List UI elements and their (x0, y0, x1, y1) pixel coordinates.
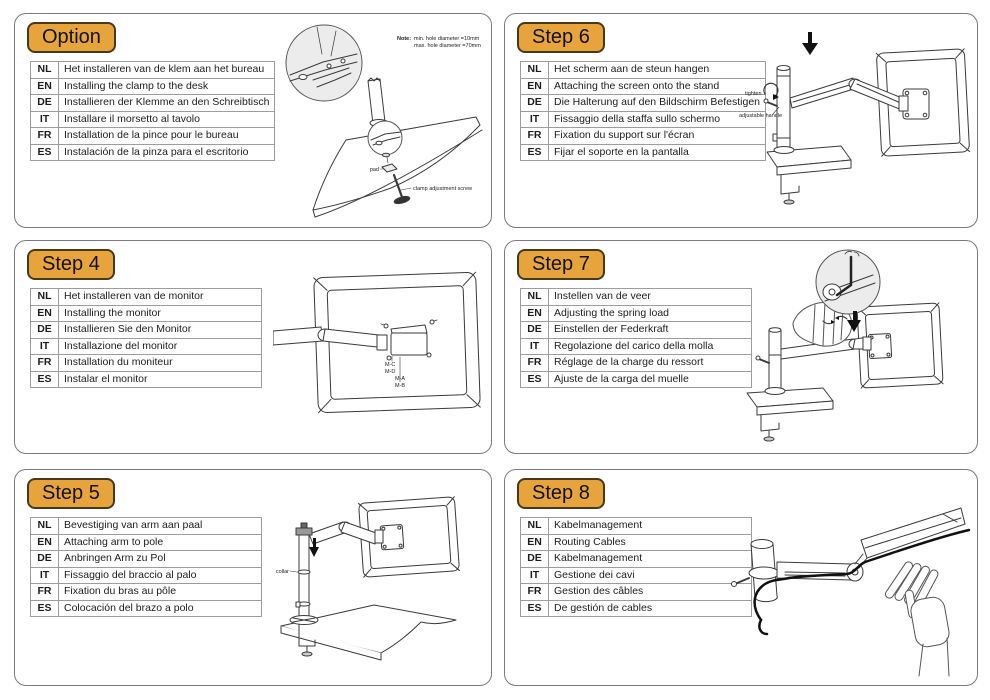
lang-text: Regolazione del carico della molla (549, 338, 752, 355)
table-row (31, 144, 275, 161)
lang-text: Réglage de la charge du ressort (549, 355, 752, 372)
lang-text: Bevestiging van arm aan paal (59, 518, 262, 535)
lang-code: FR (31, 584, 59, 601)
table-row (521, 289, 752, 306)
table-row (31, 371, 262, 388)
lang-code: IT (521, 567, 549, 584)
note-label: Note: (397, 36, 412, 42)
lang-code: EN (31, 534, 59, 551)
lang-text: Attaching the screen onto the stand (549, 78, 766, 95)
attach-screen-illustration (737, 18, 977, 228)
lang-code: EN (521, 305, 549, 322)
lang-text: Ajuste de la carga del muelle (549, 371, 752, 388)
lang-code: NL (31, 62, 59, 79)
clamp-detail-circle (286, 25, 362, 101)
pad-label: pad (369, 167, 379, 173)
panel-title: Step 6 (532, 26, 590, 48)
lang-text: Installation du moniteur (59, 355, 262, 372)
lang-code: EN (521, 534, 549, 551)
lang-code: NL (521, 518, 549, 535)
spring-adjust-illustration (735, 243, 975, 452)
lang-text: Het installeren van de monitor (59, 289, 262, 306)
lang-code: DE (521, 95, 549, 112)
lang-text: Installieren Sie den Monitor (59, 322, 262, 339)
table-row (521, 355, 752, 372)
table-row (31, 305, 262, 322)
lang-text: Installare il morsetto al tavolo (59, 111, 275, 128)
note-line-1: min. hole diameter =10mm (414, 36, 480, 42)
lang-text: Attaching arm to pole (59, 534, 262, 551)
table-row (31, 128, 275, 145)
lang-code: IT (521, 111, 549, 128)
table-row (521, 371, 752, 388)
lang-code: ES (521, 371, 549, 388)
lang-text: Installation de la pince pour le bureau (59, 128, 275, 145)
note-line-2: max. hole diameter =70mm (414, 43, 481, 49)
lang-text: Kabelmanagement (549, 551, 752, 568)
lang-text: Installieren der Klemme an den Schreibtisch (59, 95, 275, 112)
panel-title-badge (517, 249, 605, 280)
lang-code: DE (521, 551, 549, 568)
table-row (31, 355, 262, 372)
lang-text: Installazione del monitor (59, 338, 262, 355)
lang-text: Gestion des câbles (549, 584, 752, 601)
lang-text: Die Halterung auf den Bildschirm Befestigen (549, 95, 766, 112)
lang-code: NL (521, 62, 549, 79)
lang-text: Het scherm aan de steun hangen (549, 62, 766, 79)
clamp-install-illustration (273, 18, 487, 225)
adjustable-handle-label: adjustable handle (739, 113, 783, 119)
language-table (30, 517, 262, 617)
table-row (31, 567, 262, 584)
table-row (521, 78, 766, 95)
lang-text: Colocación del brazo a polo (59, 600, 262, 617)
pole-graphic (296, 523, 312, 618)
lang-code: EN (31, 305, 59, 322)
lang-code: ES (31, 371, 59, 388)
lang-text: Routing Cables (549, 534, 752, 551)
panel-title: Option (42, 26, 101, 48)
panel-title: Step 4 (42, 253, 100, 275)
table-row (521, 144, 766, 161)
c-clamp-graphic (781, 175, 799, 204)
clamp-screw-label: clamp adjustment screw (413, 186, 472, 192)
lang-text: Instellen van de veer (549, 289, 752, 306)
desk-base-graphic (747, 388, 833, 416)
panel-title-badge (27, 478, 115, 509)
panel-title: Step 8 (532, 482, 590, 504)
lang-text: Instalación de la pinza para el escritorio (59, 144, 275, 161)
panel-title-badge (27, 22, 116, 53)
language-table (520, 61, 766, 161)
pole-graphic (368, 78, 388, 127)
lang-text: Installing the monitor (59, 305, 262, 322)
table-row (521, 338, 752, 355)
lang-text: Anbringen Arm zu Pol (59, 551, 262, 568)
screw-label-mb: M-B (395, 383, 406, 389)
screw-label-md: M-D (385, 369, 396, 375)
panel-step-6 (504, 13, 978, 228)
lang-code: FR (521, 128, 549, 145)
lang-text: Fijar el soporte en la pantalla (549, 144, 766, 161)
lang-text: Installing the clamp to the desk (59, 78, 275, 95)
language-table (520, 288, 752, 388)
table-row (31, 338, 262, 355)
table-row (521, 95, 766, 112)
lang-code: FR (31, 128, 59, 145)
language-table (30, 288, 262, 388)
arm-to-pole-illustration (269, 472, 487, 685)
table-row (31, 111, 275, 128)
table-row (31, 551, 262, 568)
screw-label-mc: M-C (385, 362, 396, 368)
table-row (31, 600, 262, 617)
tighten-label: tighten (745, 91, 762, 97)
table-row (521, 305, 752, 322)
pole-graphic (732, 540, 780, 602)
lang-text: Fissaggio della staffa sullo schermo (549, 111, 766, 128)
table-row (521, 128, 766, 145)
clamp-zoom-circle (368, 121, 402, 155)
table-row (31, 584, 262, 601)
table-row (521, 322, 752, 339)
pole-graphic (773, 66, 790, 159)
lang-code: ES (521, 144, 549, 161)
lang-code: IT (521, 338, 549, 355)
lang-code: ES (31, 144, 59, 161)
panel-option (14, 13, 492, 228)
annotation-labels (276, 569, 297, 575)
lang-code: DE (521, 322, 549, 339)
magnifier-detail-circle (816, 250, 880, 314)
table-row (521, 62, 766, 79)
panel-step-7 (504, 240, 978, 454)
lang-text: Fixation du support sur l'écran (549, 128, 766, 145)
table-row (31, 322, 262, 339)
lang-text: Adjusting the spring load (549, 305, 752, 322)
lang-code: FR (521, 584, 549, 601)
lang-text: Instalar el monitor (59, 371, 262, 388)
panel-title: Step 5 (42, 482, 100, 504)
panel-title-badge (27, 249, 115, 280)
lang-code: NL (521, 289, 549, 306)
lang-code: DE (31, 322, 59, 339)
panel-step-5 (14, 469, 492, 686)
table-row (521, 111, 766, 128)
lang-text: Kabelmanagement (549, 518, 752, 535)
note-text (397, 36, 481, 49)
table-row (31, 62, 275, 79)
screw-label-ma: M-A (395, 376, 406, 382)
cable-routing-illustration (715, 476, 975, 683)
lang-code: NL (31, 518, 59, 535)
down-arrow-icon (802, 32, 818, 55)
panel-title-badge (517, 22, 605, 53)
lang-text: Gestione dei cavi (549, 567, 752, 584)
lang-code: NL (31, 289, 59, 306)
lang-code: IT (31, 567, 59, 584)
install-monitor-illustration (273, 245, 487, 451)
lang-code: ES (521, 600, 549, 617)
panel-title-badge (517, 478, 605, 509)
lang-code: FR (521, 355, 549, 372)
lang-code: IT (31, 111, 59, 128)
adjustable-handle-graphic (764, 99, 777, 106)
collar-label: collar (275, 569, 289, 575)
lang-text: Fissaggio del braccio al palo (59, 567, 262, 584)
panel-step-4 (14, 240, 492, 454)
table-row (31, 534, 262, 551)
desk-base-graphic (767, 146, 851, 175)
lang-code: FR (31, 355, 59, 372)
table-row (31, 518, 262, 535)
hand-graphic (884, 560, 951, 676)
lang-code: EN (521, 78, 549, 95)
lang-code: DE (31, 551, 59, 568)
table-row (31, 289, 262, 306)
pole-graphic (756, 328, 781, 394)
lang-text: Fixation du bras au pôle (59, 584, 262, 601)
lang-text: Einstellen der Federkraft (549, 322, 752, 339)
c-clamp-graphic (761, 415, 779, 441)
lang-code: DE (31, 95, 59, 112)
table-row (31, 78, 275, 95)
panel-title: Step 7 (532, 253, 590, 275)
lang-text: De gestión de cables (549, 600, 752, 617)
table-row (31, 95, 275, 112)
language-table (30, 61, 275, 161)
lang-code: EN (31, 78, 59, 95)
panel-step-8 (504, 469, 978, 686)
lang-code: IT (31, 338, 59, 355)
lang-text: Het installeren van de klem aan het bureau (59, 62, 275, 79)
lang-code: ES (31, 600, 59, 617)
